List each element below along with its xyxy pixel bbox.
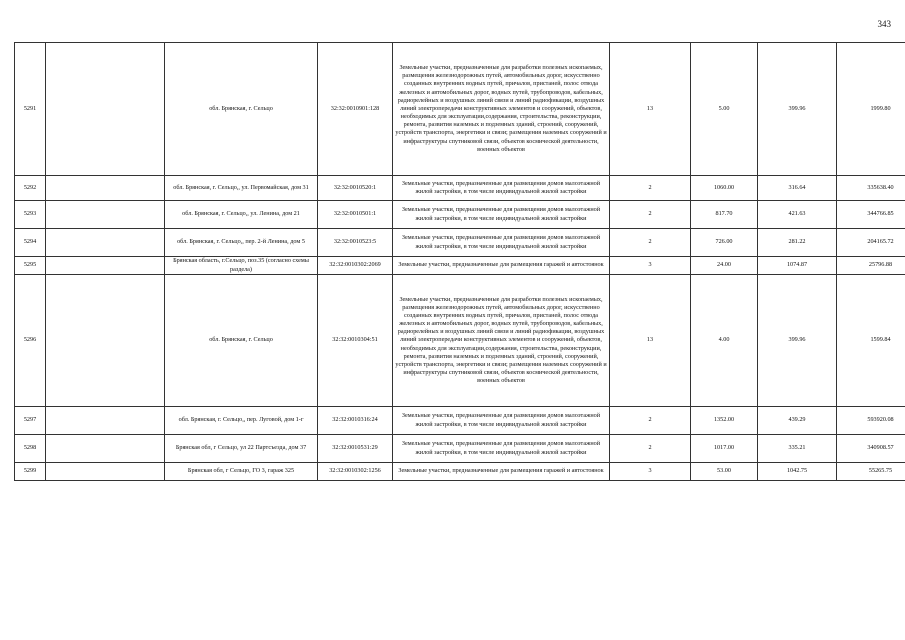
cadastral-number-cell: 32:32:0010901:128 xyxy=(318,43,393,176)
cadastral-value-cell: 1599.84 xyxy=(837,275,905,407)
use-group-cell: 3 xyxy=(610,257,691,275)
cadastral-number-cell: 32:32:0010302:2069 xyxy=(318,257,393,275)
use-group-cell: 13 xyxy=(610,43,691,176)
cadastral-value-cell: 1999.80 xyxy=(837,43,905,176)
row-number: 5293 xyxy=(15,201,46,229)
cadastral-value-cell: 340908.57 xyxy=(837,435,905,463)
table-row xyxy=(15,43,905,176)
specific-value-cell: 1042.75 xyxy=(758,463,837,481)
row-number: 5292 xyxy=(15,176,46,201)
empty-cell xyxy=(46,201,165,229)
table-row xyxy=(15,257,905,275)
area-cell: 1017.00 xyxy=(691,435,758,463)
area-cell: 4.00 xyxy=(691,275,758,407)
row-number: 5298 xyxy=(15,435,46,463)
cadastral-value-cell: 335638.40 xyxy=(837,176,905,201)
cadastral-number-cell: 32:32:0010302:1256 xyxy=(318,463,393,481)
empty-cell xyxy=(46,407,165,435)
empty-cell xyxy=(46,229,165,257)
address-cell: обл. Брянская, г. Сельцо,, пер. Луговой, дом 1-г xyxy=(165,407,318,435)
land-use-cell: Земельные участки, предназначенные для размещения гаражей и автостоянок xyxy=(393,463,610,481)
land-use-cell: Земельные участки, предназначенные для размещения домов малоэтажной жилой застройки, в том числе индивидуальной жилой застройки xyxy=(393,176,610,201)
cadastral-number-cell: 32:32:0010501:1 xyxy=(318,201,393,229)
land-use-cell: Земельные участки, предназначенные для размещения гаражей и автостоянок xyxy=(393,257,610,275)
cadastral-value-cell: 204165.72 xyxy=(837,229,905,257)
specific-value-cell: 281.22 xyxy=(758,229,837,257)
use-group-cell: 13 xyxy=(610,275,691,407)
table-row xyxy=(15,201,905,229)
empty-cell xyxy=(46,43,165,176)
cadastral-value-cell: 593920.08 xyxy=(837,407,905,435)
specific-value-cell: 439.29 xyxy=(758,407,837,435)
land-use-cell: Земельные участки, предназначенные для размещения домов малоэтажной жилой застройки, в том числе индивидуальной жилой застройки xyxy=(393,435,610,463)
address-cell: обл. Брянская, г. Сельцо,, ул. Первомайская, дом 31 xyxy=(165,176,318,201)
specific-value-cell: 1074.87 xyxy=(758,257,837,275)
address-cell: Брянская область, г.Сельцо, поз.35 (согласно схемы раздела) xyxy=(165,257,318,275)
cadastral-number-cell: 32:32:0010304:51 xyxy=(318,275,393,407)
use-group-cell: 2 xyxy=(610,176,691,201)
cadastral-number-cell: 32:32:0010523:5 xyxy=(318,229,393,257)
table-row xyxy=(15,229,905,257)
cadastral-value-cell: 55265.75 xyxy=(837,463,905,481)
empty-cell xyxy=(46,463,165,481)
land-use-cell: Земельные участки, предназначенные для размещения домов малоэтажной жилой застройки, в том числе индивидуальной жилой застройки xyxy=(393,201,610,229)
area-cell: 53.00 xyxy=(691,463,758,481)
land-plots-table xyxy=(14,42,905,481)
address-cell: Брянская обл, г Сельцо, ГО 3, гараж 325 xyxy=(165,463,318,481)
table-row xyxy=(15,435,905,463)
cadastral-number-cell: 32:32:0010520:1 xyxy=(318,176,393,201)
empty-cell xyxy=(46,176,165,201)
empty-cell xyxy=(46,435,165,463)
address-cell: обл. Брянская, г. Сельцо,, пер. 2-й Ленина, дом 5 xyxy=(165,229,318,257)
address-cell: Брянская обл, г Сельцо, ул 22 Партсъезда, дом 37 xyxy=(165,435,318,463)
specific-value-cell: 399.96 xyxy=(758,43,837,176)
area-cell: 1060.00 xyxy=(691,176,758,201)
cadastral-value-cell: 25796.88 xyxy=(837,257,905,275)
cadastral-number-cell: 32:32:0010316:24 xyxy=(318,407,393,435)
use-group-cell: 3 xyxy=(610,463,691,481)
area-cell: 5.00 xyxy=(691,43,758,176)
row-number: 5297 xyxy=(15,407,46,435)
specific-value-cell: 335.21 xyxy=(758,435,837,463)
area-cell: 24.00 xyxy=(691,257,758,275)
address-cell: обл. Брянская, г. Сельцо,, ул. Ленина, дом 21 xyxy=(165,201,318,229)
land-use-cell: Земельные участки, предназначенные для размещения домов малоэтажной жилой застройки, в том числе индивидуальной жилой застройки xyxy=(393,229,610,257)
land-use-cell: Земельные участки, предназначенные для разработки полезных ископаемых, размещения железнодорожных путей, автомобильных дорог, искусственно созданных внутренних водных путей, причалов, пристаней, полос отвода железных и автомобильных дорог, водных путей, трубопроводов, кабельных, радиорелейных и воздушных линий связи и линий радиофикации, воздушных линий электропередачи конструктивных элементов и сооружений, объектов, необходимых для эксплуатации,содержания, строительства, реконструкции, ремонта, развития наземных и подземных зданий, строений, сооружений, устройств транспорта, энергетики и связи; размещения наземных сооружений и инфраструктуры спутниковой связи, объектов космической деятельности, военных объектов xyxy=(393,275,610,407)
area-cell: 817.70 xyxy=(691,201,758,229)
area-cell: 726.00 xyxy=(691,229,758,257)
address-cell: обл. Брянская, г. Сельцо xyxy=(165,275,318,407)
table-row xyxy=(15,407,905,435)
table-row xyxy=(15,176,905,201)
table-row xyxy=(15,463,905,481)
land-use-cell: Земельные участки, предназначенные для разработки полезных ископаемых, размещения железнодорожных путей, автомобильных дорог, искусственно созданных внутренних водных путей, причалов, пристаней, полос отвода железных и автомобильных дорог, водных путей, трубопроводов, кабельных, радиорелейных и воздушных линий связи и линий радиофикации, воздушных линий электропередачи конструктивных элементов и сооружений, объектов, необходимых для эксплуатации,содержания, строительства, реконструкции, ремонта, развития наземных и подземных зданий, строений, сооружений, устройств транспорта, энергетики и связи; размещения наземных сооружений и инфраструктуры спутниковой связи, объектов космической деятельности, военных объектов xyxy=(393,43,610,176)
empty-cell xyxy=(46,257,165,275)
area-cell: 1352.00 xyxy=(691,407,758,435)
table-row xyxy=(15,275,905,407)
use-group-cell: 2 xyxy=(610,407,691,435)
row-number: 5295 xyxy=(15,257,46,275)
cadastral-value-cell: 344766.85 xyxy=(837,201,905,229)
row-number: 5299 xyxy=(15,463,46,481)
use-group-cell: 2 xyxy=(610,229,691,257)
empty-cell xyxy=(46,275,165,407)
use-group-cell: 2 xyxy=(610,435,691,463)
specific-value-cell: 316.64 xyxy=(758,176,837,201)
page-number: 343 xyxy=(877,19,891,29)
row-number: 5296 xyxy=(15,275,46,407)
row-number: 5294 xyxy=(15,229,46,257)
use-group-cell: 2 xyxy=(610,201,691,229)
row-number: 5291 xyxy=(15,43,46,176)
specific-value-cell: 399.96 xyxy=(758,275,837,407)
land-use-cell: Земельные участки, предназначенные для размещения домов малоэтажной жилой застройки, в том числе индивидуальной жилой застройки xyxy=(393,407,610,435)
specific-value-cell: 421.63 xyxy=(758,201,837,229)
cadastral-number-cell: 32:32:0010531:29 xyxy=(318,435,393,463)
address-cell: обл. Брянская, г. Сельцо xyxy=(165,43,318,176)
